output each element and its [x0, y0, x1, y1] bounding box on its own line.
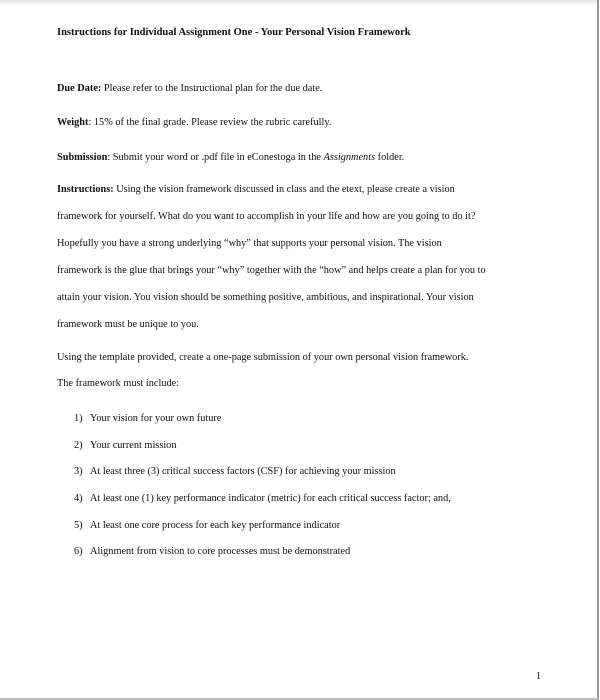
instructions-line-3: Hopefully you have a strong underlying “why” that supports your personal vision. The vision	[57, 238, 442, 249]
instructions-line-6: framework must be unique to you.	[57, 319, 199, 330]
instructions-line-2: framework for yourself. What do you want to accomplish in your life and how are you going to do it?	[57, 211, 476, 222]
submission-text-end: folder.	[375, 152, 405, 163]
requirement-text: At least one core process for each key performance indicator	[90, 520, 341, 531]
submission-line	[57, 152, 404, 163]
assignments-emphasis: Assignments	[323, 152, 376, 163]
instructions-line-1	[57, 184, 455, 195]
due-date-label: Due Date:	[57, 83, 102, 94]
requirement-item	[74, 466, 396, 477]
requirement-text: Your current mission	[90, 440, 177, 451]
weight-line	[57, 117, 331, 128]
requirement-number: 6)	[74, 546, 83, 557]
requirement-item	[74, 520, 340, 531]
submission-text: : Submit your word or .pdf file in eConestoga in the	[107, 152, 324, 163]
requirement-text: Your vision for your own future	[90, 413, 222, 424]
requirement-text: Alignment from vision to core processes must be demonstrated	[90, 546, 351, 557]
requirement-number: 2)	[74, 440, 83, 451]
requirement-number: 5)	[74, 520, 83, 531]
requirement-number: 4)	[74, 493, 83, 504]
instructions-line-5: attain your vision. You vision should be something positive, ambitious, and inspirational. Your vision	[57, 292, 474, 303]
instructions-label: Instructions:	[57, 184, 114, 195]
instructions-first-line: Using the vision framework discussed in class and the etext, please create a vision	[113, 184, 455, 195]
submission-label: Submission	[57, 152, 108, 163]
requirement-item	[74, 546, 350, 557]
requirement-item	[74, 440, 176, 451]
instructions-line-4: framework is the glue that brings your “why” together with the “how” and helps create a plan for you to	[57, 265, 486, 276]
requirement-number: 1)	[74, 413, 83, 424]
weight-label: Weight	[57, 117, 89, 128]
requirement-item	[74, 493, 451, 504]
top-shadow	[0, 0, 597, 6]
requirement-item	[74, 413, 221, 424]
template-paragraph: Using the template provided, create a one-page submission of your own personal vision framework.	[57, 352, 469, 363]
requirement-text: At least three (3) critical success factors (CSF) for achieving your mission	[90, 466, 396, 477]
requirement-number: 3)	[74, 466, 83, 477]
document-title: Instructions for Individual Assignment One - Your Personal Vision Framework	[57, 27, 411, 38]
due-date-line	[57, 83, 322, 94]
must-include-text: The framework must include:	[57, 378, 180, 389]
page-number: 1	[536, 671, 541, 682]
requirement-text: At least one (1) key performance indicator (metric) for each critical success factor; and,	[90, 493, 451, 504]
weight-text: : 15% of the final grade. Please review the rubric carefully.	[88, 117, 332, 128]
due-date-text: Please refer to the Instructional plan for the due date.	[101, 83, 323, 94]
